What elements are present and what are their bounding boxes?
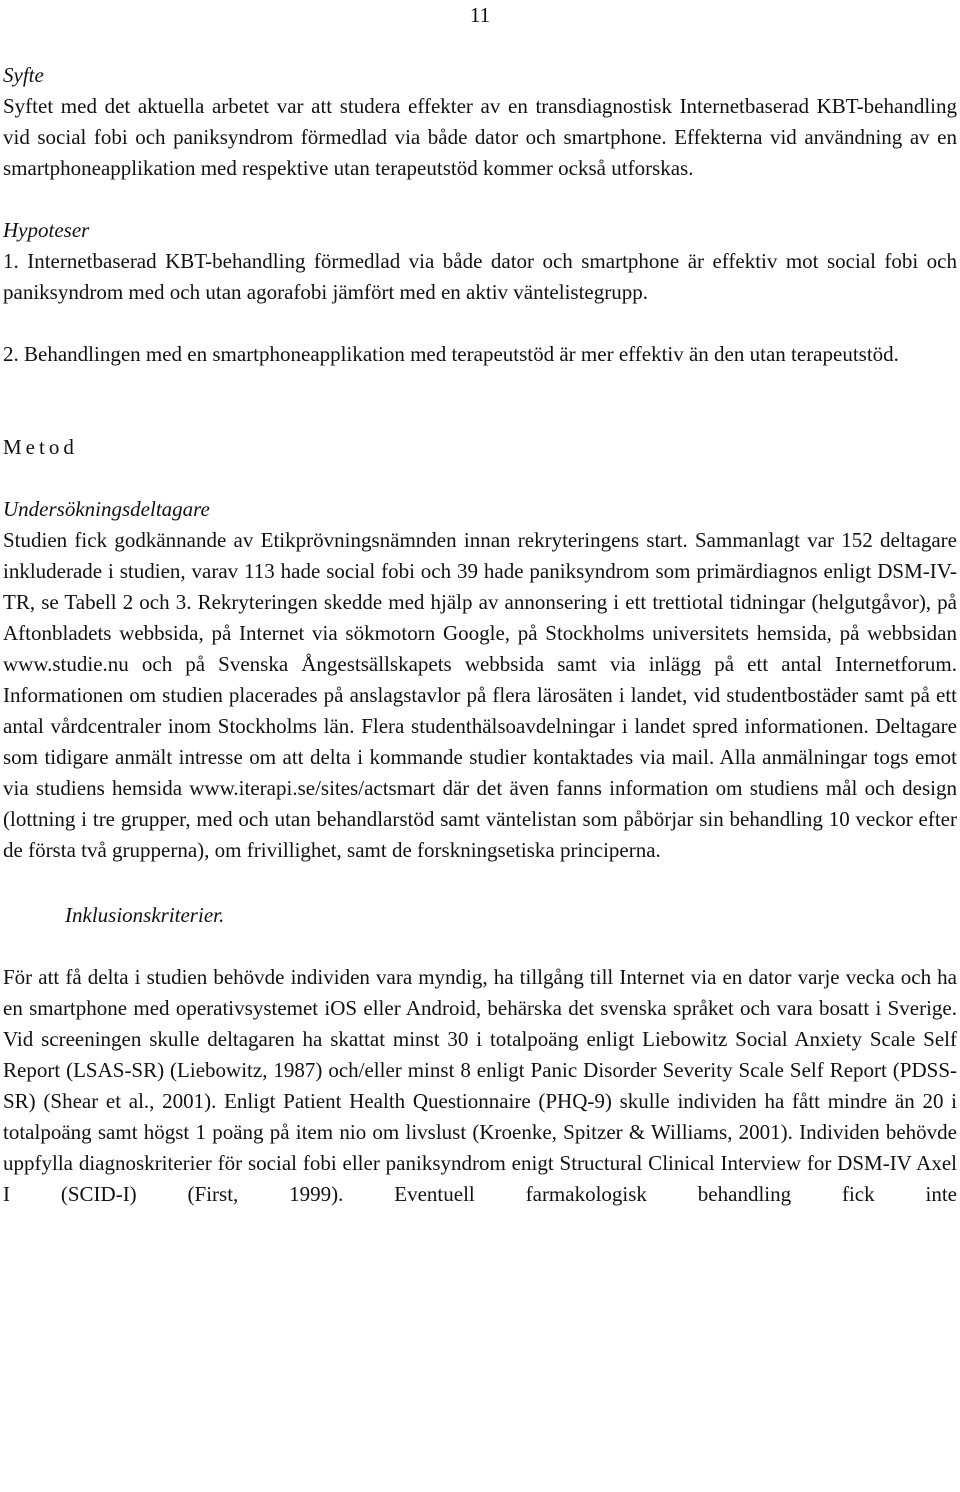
spacer: [3, 308, 957, 339]
inklusion-paragraph: För att få delta i studien behövde individen vara myndig, ha tillgång till Internet via en dator varje vecka och ha en smartphone med operativsystemet iOS eller Android, behärska det svenska språket och vara bosatt i Sverige. Vid screeningen skulle deltagaren ha skattat minst 30 i totalpoäng enligt Liebowitz Social Anxiety Scale Self Report (LSAS-SR) (Liebowitz, 1987) och/eller minst 8 enligt Panic Disorder Severity Scale Self Report (PDSS-SR) (Shear et al., 2001). Enligt Patient Health Questionnaire (PHQ-9) skulle individen ha fått mindre än 20 i totalpoäng samt högst 1 poäng på item nio om livslust (Kroenke, Spitzer & Williams, 2001). Individen behövde uppfylla diagnoskriterier för social fobi eller paniksyndrom enigt Structural Clinical Interview for DSM-IV Axel I (SCID-I) (First, 1999). Eventuell farmakologisk behandling fick inte: [3, 965, 957, 1206]
spacer: [3, 184, 957, 215]
section-heading-syfte: Syfte: [3, 63, 44, 87]
hypothesis-1: 1. Internetbaserad KBT-behandling förmedlad via både dator och smartphone är effektiv mot social fobi och paniksyndrom med och utan agorafobi jämfört med en aktiv väntelistegrupp.: [3, 249, 957, 304]
spacer: [3, 866, 957, 900]
hypothesis-2: 2. Behandlingen med en smartphoneapplikation med terapeutstöd är mer effektiv än den utan terapeutstöd.: [3, 342, 899, 366]
page-number: 11: [469, 3, 491, 27]
syfte-paragraph: Syftet med det aktuella arbetet var att studera effekter av en transdiagnostisk Internetbaserad KBT-behandling vid social fobi och paniksyndrom förmedlad via både dator och smartphone. Effekterna vid användning av en smartphoneapplikation med respektive utan terapeutstöd kommer också utforskas.: [3, 94, 957, 180]
subsection-heading-inklusion: Inklusionskriterier.: [65, 903, 225, 927]
spacer: [3, 463, 957, 494]
section-heading-metod: Metod: [3, 435, 78, 459]
section-heading-hypoteser: Hypoteser: [3, 218, 90, 242]
spacer: [3, 370, 957, 432]
spacer: [3, 931, 957, 962]
subsection-heading-deltagare: Undersökningsdeltagare: [3, 497, 210, 521]
document-body: [3, 60, 957, 1210]
deltagare-paragraph: Studien fick godkännande av Etikprövningsnämnden innan rekryteringens start. Sammanlagt var 152 deltagare inkluderade i studien, varav 113 hade social fobi och 39 hade paniksyndrom som primärdiagnos enligt DSM-IV-TR, se Tabell 2 och 3. Rekryteringen skedde med hjälp av annonsering i ett trettiotal tidningar (helgutgåvor), på Aftonbladets webbsida, på Internet via sökmotorn Google, på Stockholms universitets hemsida, på webbsidan www.studie.nu och på Svenska Ångestsällskapets webbsida samt via inlägg på ett antal Internetforum. Informationen om studien placerades på anslagstavlor på flera lärosäten i landet, vid studentbostäder samt på ett antal vårdcentraler inom Stockholms län. Flera studenthälsoavdelningar i landet spred informationen. Deltagare som tidigare anmält intresse om att delta i kommande studier kontaktades via mail. Alla anmälningar togs emot via studiens hemsida www.iterapi.se/sites/actsmart där det även fanns information om studiens mål och design (lottning i tre grupper, med och utan behandlarstöd samt väntelistan som påbörjar sin behandling 10 veckor efter de första två grupperna), om frivillighet, samt de forskningsetiska principerna.: [3, 528, 957, 862]
